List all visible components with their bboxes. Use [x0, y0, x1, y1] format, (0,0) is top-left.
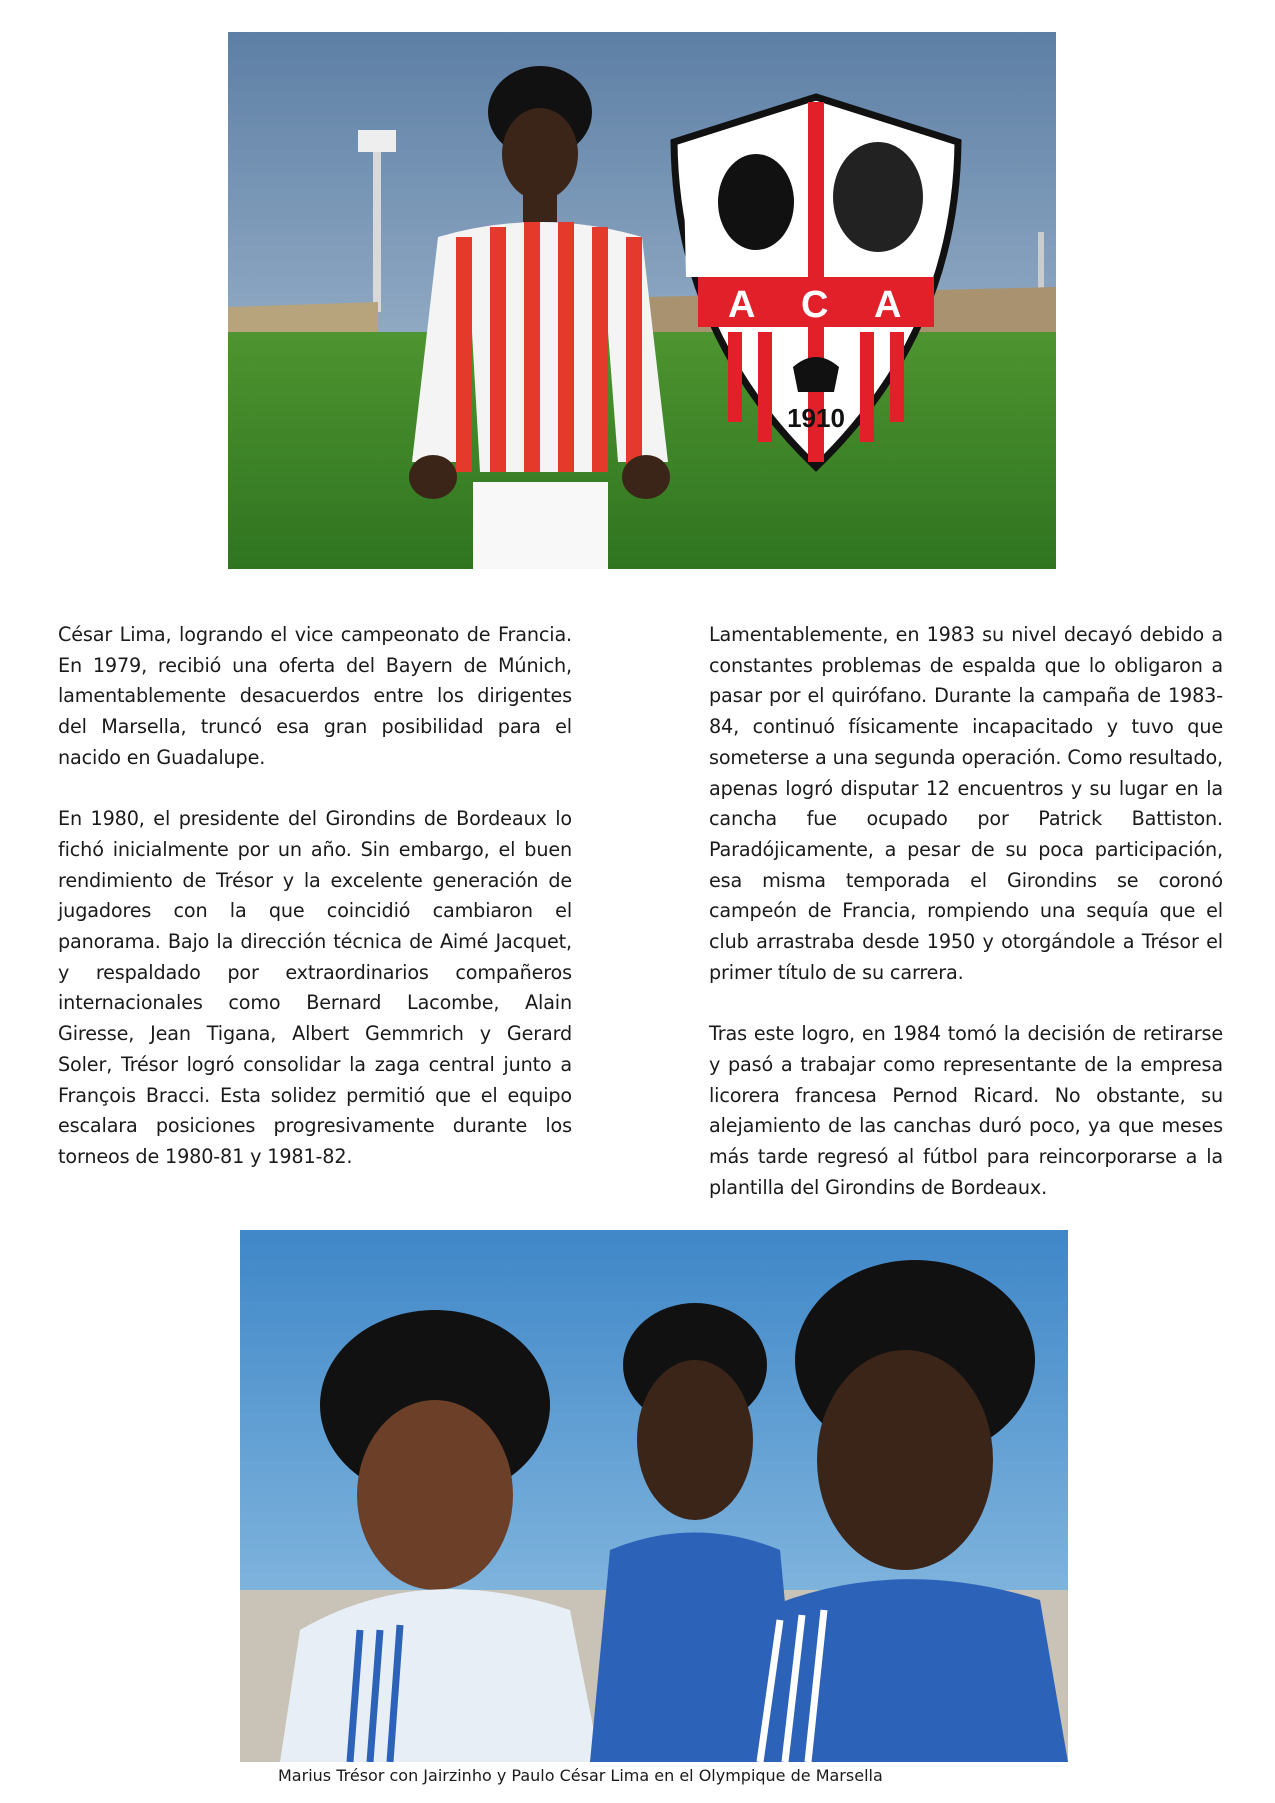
marseille-players-photo	[240, 1230, 1068, 1762]
paragraph: César Lima, logrando el vice campeonato de Francia. En 1979, recibió una oferta del Bayern de Múnich, lamentablemente desacuerdos entre los dirigentes del Marsella, truncó esa gran posibilidad para el nacido en Guadalupe.	[58, 623, 572, 769]
paragraph: En 1980, el presidente del Girondins de Bordeaux lo fichó inicialmente por un año. Sin embargo, el buen rendimiento de Trésor y la excelente generación de jugadores con la que coincidió cambiaron el panorama. Bajo la dirección técnica de Aimé Jacquet, y respaldado por extraordinarios compañeros internacionales como Bernard Lacombe, Alain Giresse, Jean Tigana, Albert Gemmrich y Gerard Soler, Trésor logró consolidar la zaga central junto a François Bracci. Esta solidez permitió que el equipo escalara posiciones progresivamente durante los torneos de 1980-81 y 1981-82.	[58, 807, 572, 1168]
crest-year: 1910	[787, 403, 845, 433]
crest-letter: A	[728, 284, 756, 326]
right-text-column	[709, 620, 1223, 1234]
left-text-column	[58, 620, 572, 1203]
crest-letter: A	[874, 284, 902, 326]
crest-letter: C	[801, 284, 829, 326]
photo-caption: Marius Trésor con Jairzinho y Paulo César Lima en el Olympique de Marsella	[278, 1766, 883, 1785]
paragraph: Lamentablemente, en 1983 su nivel decayó debido a constantes problemas de espalda que lo obligaron a pasar por el quirófano. Durante la campaña de 1983-84, continuó físicamente incapacitado y tuvo que someterse a una segunda operación. Como resultado, apenas logró disputar 12 encuentros y su lugar en la cancha fue ocupado por Patrick Battiston. Paradójicamente, a pesar de su poca participación, esa misma temporada el Girondins se coronó campeón de Francia, rompiendo una sequía que el club arrastraba desde 1950 y otorgándole a Trésor el primer título de su carrera.	[709, 623, 1223, 984]
player-crest-photo	[228, 32, 1056, 569]
paragraph: Tras este logro, en 1984 tomó la decisión de retirarse y pasó a trabajar como representante de la empresa licorera francesa Pernod Ricard. No obstante, su alejamiento de las canchas duró poco, ya que meses más tarde regresó al fútbol para reincorporarse a la plantilla del Girondins de Bordeaux.	[709, 1022, 1223, 1199]
